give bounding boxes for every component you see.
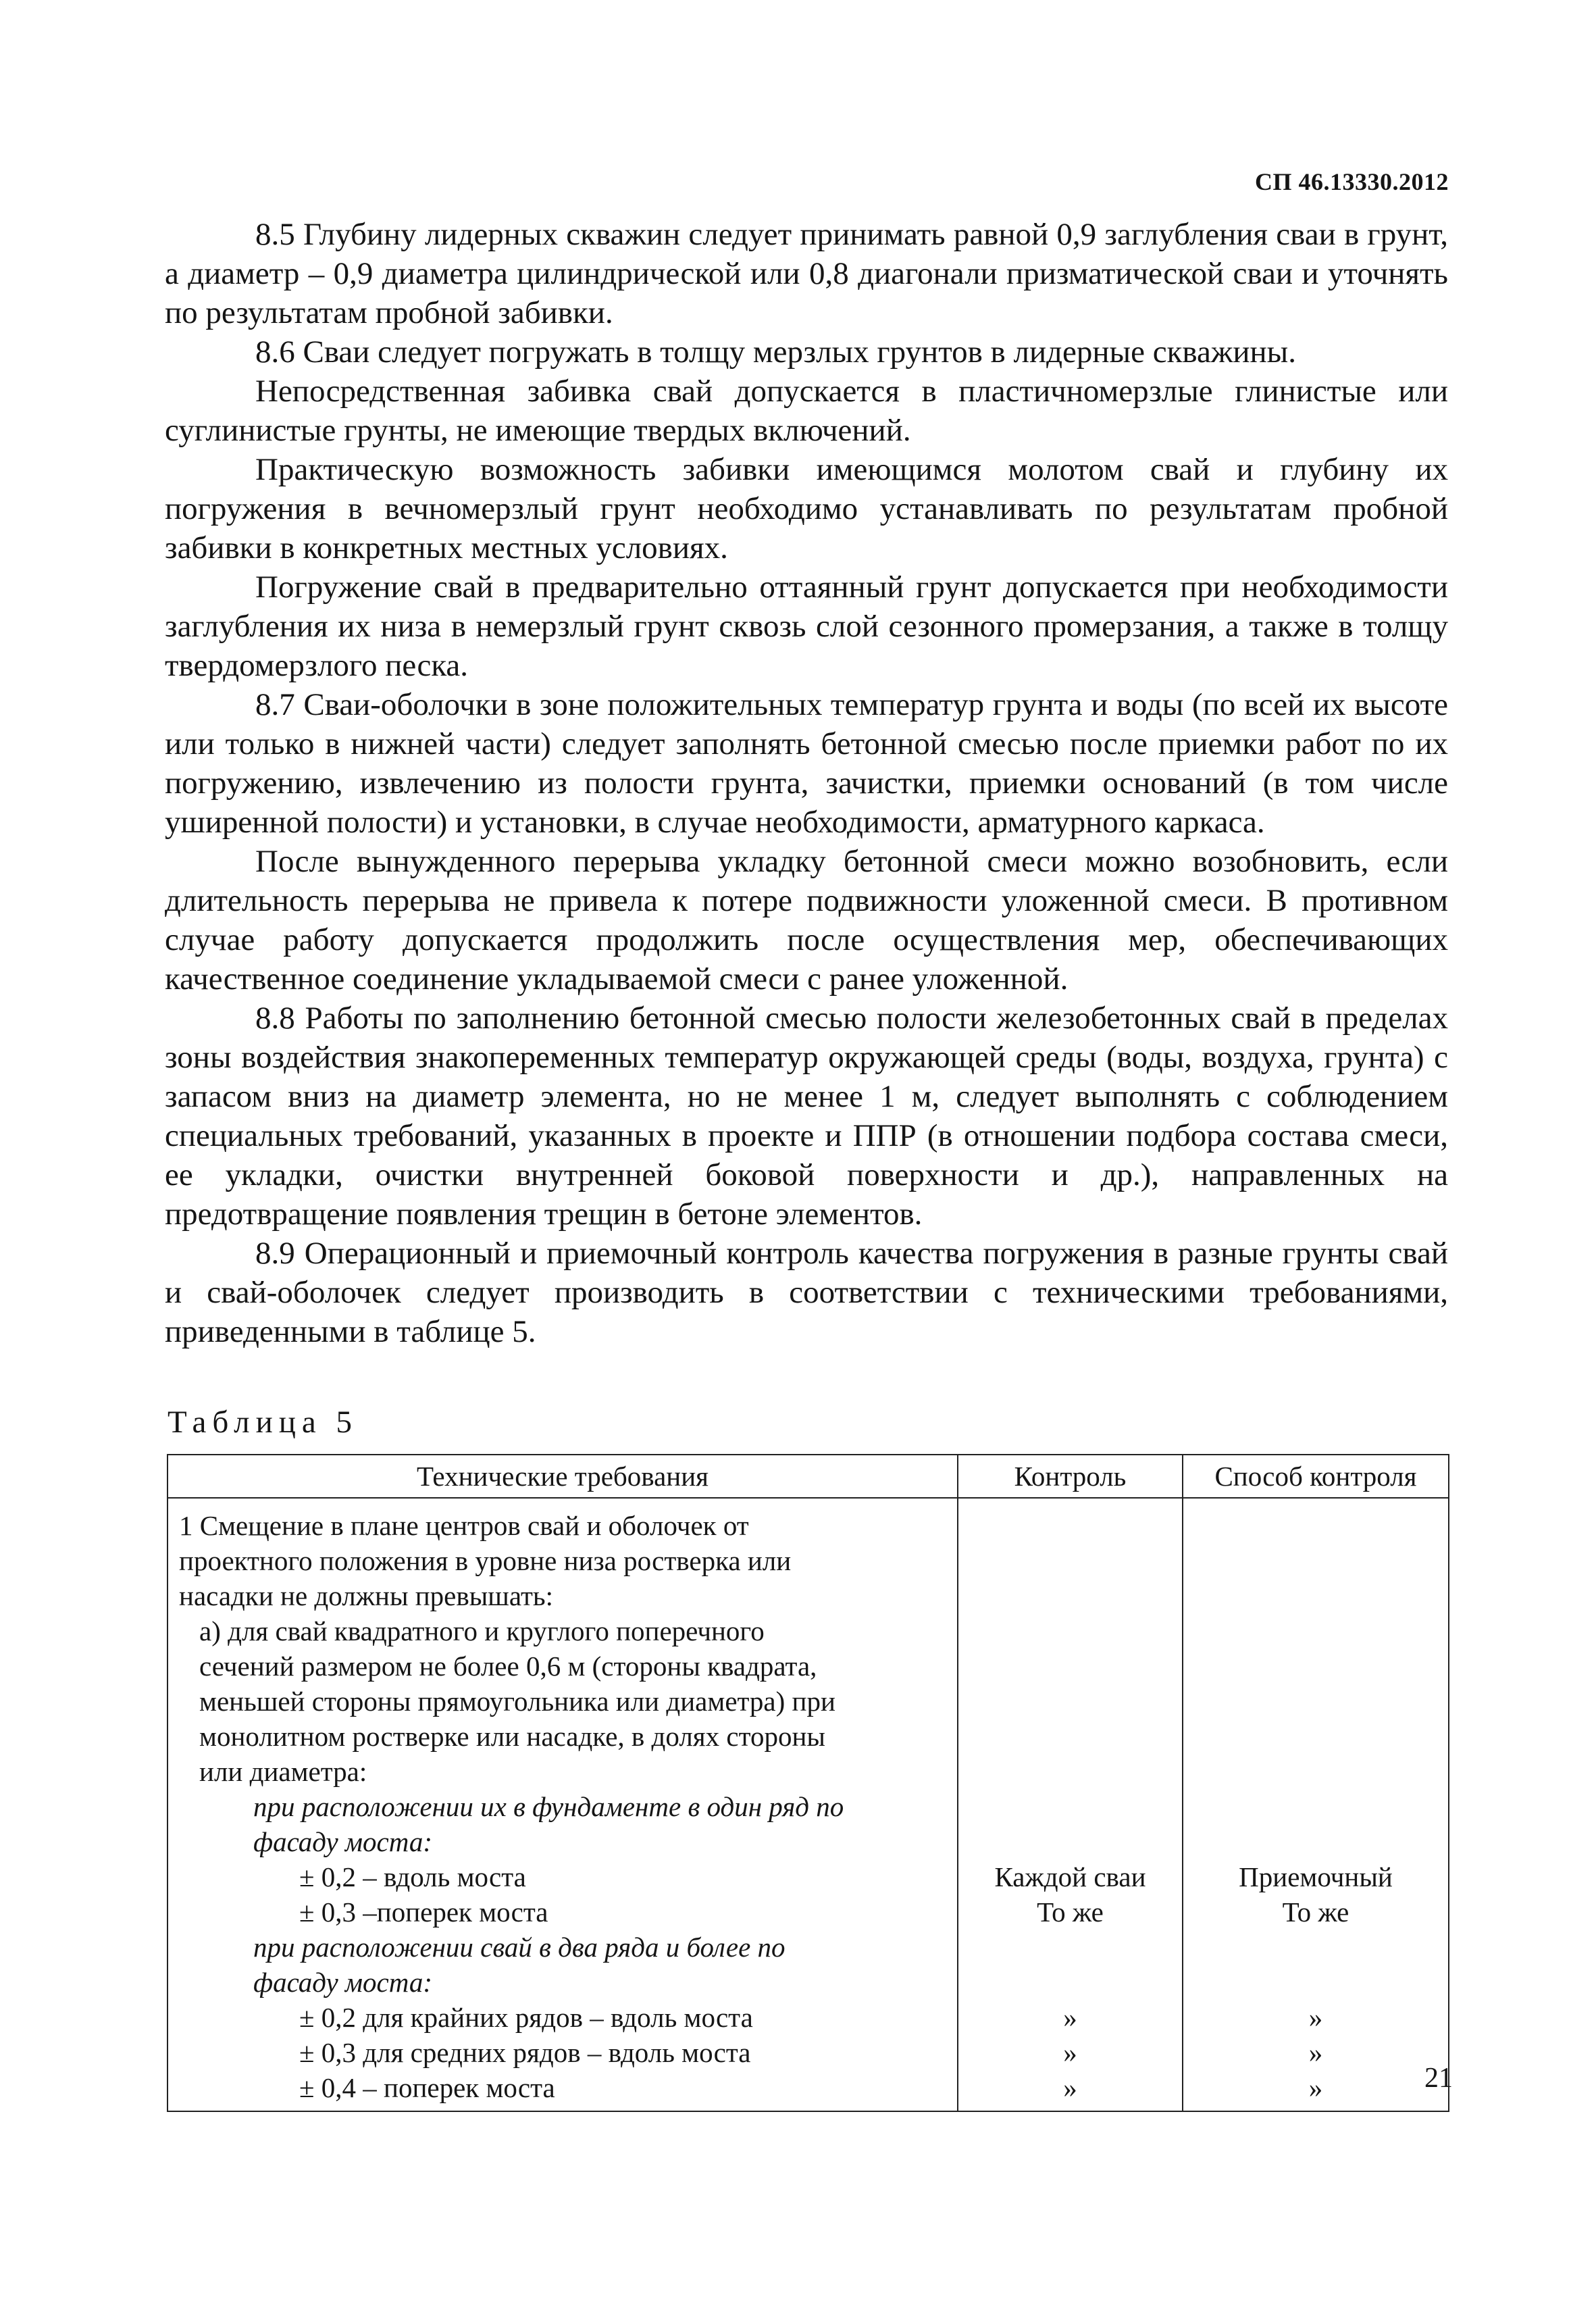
table-row — [168, 1498, 1449, 2111]
control-line: » — [1063, 2072, 1077, 2103]
method-line: » — [1308, 2002, 1323, 2033]
method-line — [1186, 1649, 1445, 1684]
method-line — [1186, 1613, 1445, 1649]
control-line — [961, 1613, 1179, 1649]
method-line — [1186, 1719, 1445, 1754]
control-line — [961, 1754, 1179, 1789]
method-cell — [1183, 1498, 1449, 2111]
requirement-line: меньшей стороны прямоугольника или диаметра) при — [199, 1686, 835, 1717]
requirement-line: фасаду моста: — [253, 1826, 433, 1857]
paragraph-8-6: 8.6 Сваи следует погружать в толщу мерзлых грунтов в лидерные скважины. — [255, 334, 1296, 370]
paragraph-thawed-ground: Погружение свай в предварительно оттаянный грунт допускается при необходимости заглубления их низа в немерзлый грунт сквозь слой сезонного промерзания, а также в толщу твердомерзлого песка. — [165, 570, 1448, 683]
paragraph-8-5: 8.5 Глубину лидерных скважин следует принимать равной 0,9 заглубления сваи в грунт, а диаметр – 0,9 диаметра цилиндрической или 0,8 диагонали призматической сваи и уточнять по результатам пробной забивки. — [165, 217, 1448, 330]
method-line — [1186, 1684, 1445, 1719]
requirement-line: монолитном ростверке или насадке, в долях стороны — [199, 1721, 825, 1752]
page-number: 21 — [1424, 2063, 1453, 2094]
control-line — [961, 1508, 1179, 1543]
control-line — [961, 1930, 1179, 1965]
requirement-line: сечений размером не более 0,6 м (стороны квадрата, — [199, 1651, 817, 1682]
requirement-line: ± 0,3 –поперек моста — [299, 1896, 548, 1928]
requirement-line: 1 Смещение в плане центров свай и оболочек от — [179, 1510, 749, 1541]
requirement-line: ± 0,2 для крайних рядов – вдоль моста — [299, 2002, 753, 2033]
method-line — [1186, 1930, 1445, 1965]
method-line: То же — [1282, 1896, 1349, 1928]
requirement-line: фасаду моста: — [253, 1967, 433, 1998]
requirement-line: при расположении свай в два ряда и более по — [253, 1932, 786, 1963]
control-line — [961, 1578, 1179, 1613]
requirement-line: проектного положения в уровне низа ростверка или — [179, 1545, 792, 1576]
control-line: Каждой сваи — [994, 1861, 1146, 1892]
control-line — [961, 1719, 1179, 1754]
table-header-row — [168, 1455, 1449, 1498]
control-line — [961, 1824, 1179, 1859]
control-line — [961, 1684, 1179, 1719]
requirements-cell — [168, 1498, 958, 2111]
header-control-method: Способ контроля — [1183, 1455, 1449, 1498]
method-line: » — [1308, 2072, 1323, 2103]
method-line — [1186, 1543, 1445, 1578]
control-line — [961, 1543, 1179, 1578]
requirement-line: ± 0,3 для средних рядов – вдоль моста — [299, 2037, 751, 2068]
control-line: » — [1063, 2002, 1077, 2033]
control-line: То же — [1037, 1896, 1104, 1928]
requirement-line: при расположении их в фундаменте в один ряд по — [253, 1791, 844, 1822]
requirement-line: ± 0,4 – поперек моста — [299, 2072, 555, 2103]
table-caption: Таблица 5 — [168, 1405, 359, 1440]
paragraph-8-8: 8.8 Работы по заполнению бетонной смесью полости железобетонных свай в пределах зоны воздействия знакопеременных температур окружающей среды (воды, воздуха, грунта) с запасом вниз на диаметр элемента, но не менее 1 м, следует выполнять с соблюдением специальных требований, указанных в проекте и ППР (в отношении подбора состава смеси, ее укладки, очистки внутренней боковой поверхности и др.), направленных на предотвращение появления трещин в бетоне элементов. — [165, 1001, 1448, 1232]
method-line — [1186, 1754, 1445, 1789]
method-line — [1186, 1965, 1445, 2000]
header-control: Контроль — [958, 1455, 1183, 1498]
paragraph-direct-driving: Непосредственная забивка свай допускается в пластичномерзлые глинистые или суглинистые грунты, не имеющие твердых включений. — [165, 374, 1448, 448]
method-line: Приемочный — [1239, 1861, 1393, 1892]
paragraph-8-7: 8.7 Сваи-оболочки в зоне положительных температур грунта и воды (по всей их высоте или только в нижней части) следует заполнять бетонной смесью после приемки работ по их погружению, извлечению из полости грунта, зачистки, приемки оснований (в том числе уширенной полости) и установки, в случае необходимости, арматурного каркаса. — [165, 687, 1448, 840]
requirement-line: или диаметра: — [199, 1756, 367, 1787]
method-line: » — [1308, 2037, 1323, 2068]
requirement-line: а) для свай квадратного и круглого поперечного — [199, 1615, 765, 1646]
method-line — [1186, 1824, 1445, 1859]
control-line — [961, 1649, 1179, 1684]
control-line: » — [1063, 2037, 1077, 2068]
control-line — [961, 1789, 1179, 1824]
requirement-line: ± 0,2 – вдоль моста — [299, 1861, 526, 1892]
paragraph-forced-break: После вынужденного перерыва укладку бетонной смеси можно возобновить, если длительность перерыва не привела к потере подвижности уложенной смеси. В противном случае работу допускается продолжить после осуществления мер, обеспечивающих качественное соединение укладываемой смеси с ранее уложенной. — [165, 844, 1448, 997]
method-line — [1186, 1789, 1445, 1824]
control-line — [961, 1965, 1179, 2000]
method-line — [1186, 1578, 1445, 1613]
body-text — [165, 215, 1448, 1351]
paragraph-practical-possibility: Практическую возможность забивки имеющимся молотом свай и глубину их погружения в вечномерзлый грунт необходимо устанавливать по результатам пробной забивки в конкретных местных условиях. — [165, 452, 1448, 565]
method-line — [1186, 1508, 1445, 1543]
header-requirements: Технические требования — [168, 1455, 958, 1498]
paragraph-8-9: 8.9 Операционный и приемочный контроль качества погружения в разные грунты свай и свай-оболочек следует производить в соответствии с техническими требованиями, приведенными в таблице 5. — [165, 1236, 1448, 1349]
document-code: СП 46.13330.2012 — [1255, 168, 1449, 195]
control-cell — [958, 1498, 1183, 2111]
requirement-line: насадки не должны превышать: — [179, 1580, 554, 1611]
requirements-table — [167, 1454, 1449, 2112]
